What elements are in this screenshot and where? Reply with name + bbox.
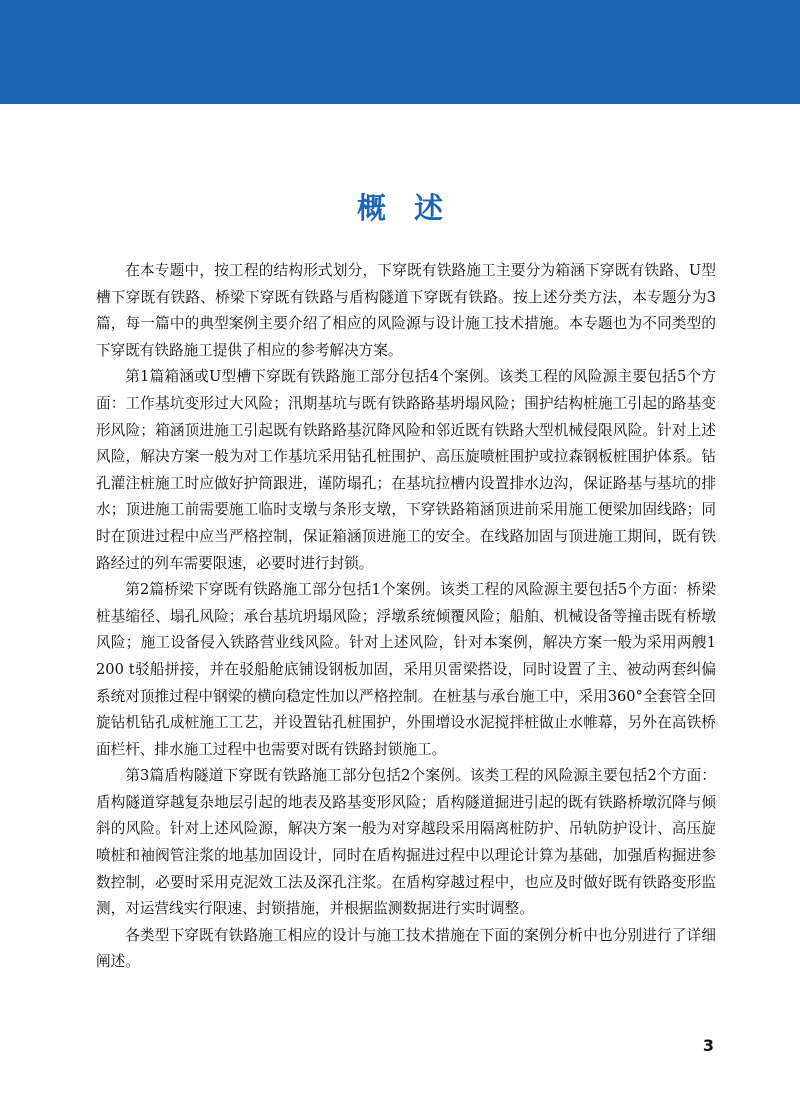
paragraph-closing: 各类型下穿既有铁路施工相应的设计与施工技术措施在下面的案例分析中也分别进行了详细阐述。: [96, 926, 716, 971]
page-title: 概述: [356, 191, 471, 225]
paragraph-part-1: 第1篇箱涵或U型槽下穿既有铁路施工部分包括4个案例。该类工程的风险源主要包括5个方面：工作基坑变形过大风险；汛期基坑与既有铁路路基坍塌风险；围护结构桩施工引起的路基变形风险；箱涵顶进施工引起既有铁路路基沉降风险和邻近既有铁路大型机械侵限风险。针对上述风险，解决方案一般为对工作基坑采用钻孔桩围护、高压旋喷桩围护或拉森钢板桩围护体系。钻孔灌注桩施工时应做好护筒跟进，谨防塌孔；在基坑拉槽内设置排水边沟，保证路基与基坑的排水；顶进施工前需要施工临时支墩与条形支墩，下穿铁路箱涵顶进前采用施工便梁加固线路；同时在顶进过程中应当严格控制，保证箱涵顶进施工的安全。在线路加固与顶进施工期间，既有铁路经过的列车需要限速，必要时进行封锁。: [96, 368, 716, 572]
paragraph-intro: 在本专题中，按工程的结构形式划分，下穿既有铁路施工主要分为箱涵下穿既有铁路、U型槽下穿既有铁路、桥梁下穿既有铁路与盾构隧道下穿既有铁路。按上述分类方法，本专题分为3篇，每一篇中的典型案例主要介绍了相应的风险源与设计施工技术措施。本专题也为不同类型的下穿既有铁路施工提供了相应的参考解决方案。: [96, 262, 716, 359]
body-text: [96, 258, 716, 976]
page-number: 3: [702, 1036, 714, 1055]
header-color-bar: [0, 0, 800, 104]
paragraph-part-3: 第3篇盾构隧道下穿既有铁路施工部分包括2个案例。该类工程的风险源主要包括2个方面：盾构隧道穿越复杂地层引起的地表及路基变形风险；盾构隧道掘进引起的既有铁路桥墩沉降与倾斜的风险。针对上述风险源，解决方案一般为对穿越段采用隔离桩防护、吊轨防护设计、高压旋喷桩和袖阀管注浆的地基加固设计，同时在盾构掘进过程中以理论计算为基础，加强盾构掘进参数控制，必要时采用克泥效工法及深孔注浆。在盾构穿越过程中，也应及时做好既有铁路变形监测，对运营线实行限速、封锁措施，并根据监测数据进行实时调整。: [96, 767, 716, 918]
paragraph-part-2: 第2篇桥梁下穿既有铁路施工部分包括1个案例。该类工程的风险源主要包括5个方面：桥梁桩基缩径、塌孔风险；承台基坑坍塌风险；浮墩系统倾覆风险；船舶、机械设备等撞击既有桥墩风险；施工设备侵入铁路营业线风险。针对上述风险，针对本案例，解决方案一般为采用两艘1 200 t驳船拼接，并在驳船舱底铺设钢板加固，采用贝雷梁搭设，同时设置了主、被动两套纠偏系统对顶推过程中钢梁的横向稳定性加以严格控制。在桩基与承台施工中，采用360°全套管全回旋钻机钻孔成桩施工工艺，并设置钻孔桩围护，外围增设水泥搅拌桩做止水帷幕，另外在高铁桥面栏杆、排水施工过程中也需要对既有铁路封锁施工。: [96, 581, 716, 758]
